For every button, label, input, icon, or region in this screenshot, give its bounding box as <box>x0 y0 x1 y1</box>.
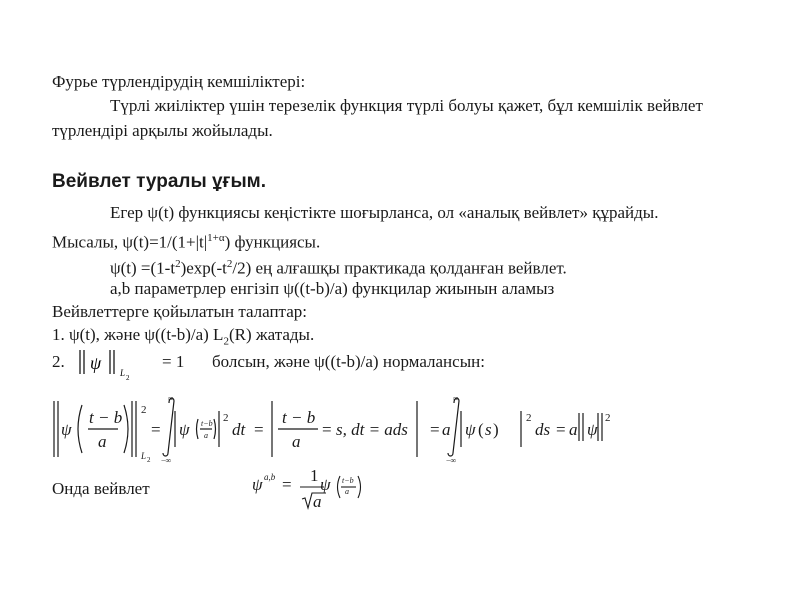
svg-text:1: 1 <box>310 466 319 485</box>
svg-text:2: 2 <box>526 412 532 424</box>
svg-text:2: 2 <box>223 412 229 424</box>
svg-text:=: = <box>282 475 292 494</box>
svg-text:t − b: t − b <box>282 408 316 427</box>
norm-psi-symbol <box>76 346 152 382</box>
requirement-2-number: 2. <box>52 352 65 371</box>
svg-text:−∞: −∞ <box>161 456 172 465</box>
svg-text:): ) <box>493 420 499 439</box>
svg-text:a: a <box>292 432 301 451</box>
svg-text:2: 2 <box>605 412 611 424</box>
svg-text:=: = <box>322 420 332 439</box>
example-line <box>52 228 320 253</box>
svg-text:t−b: t−b <box>342 476 354 485</box>
svg-text:2: 2 <box>141 404 147 416</box>
svg-text:L: L <box>120 368 126 378</box>
req1-subscript: 2 <box>223 335 229 348</box>
svg-text:dt: dt <box>232 420 246 439</box>
example-text-post: ) функциясы. <box>224 232 321 252</box>
mh-text-c: /2) ең алғашқы практикада қолданған вейвлет. <box>232 258 567 278</box>
svg-text:ψ: ψ <box>90 353 102 373</box>
svg-text:a: a <box>345 487 349 496</box>
requirement-2-text: болсын, және ψ((t-b)/a) нормалансын: <box>212 352 485 371</box>
mh-text-b: )exp(-t <box>180 258 227 278</box>
parameters-line: a,b параметрлер енгізіп ψ((t-b)/a) функцилар жиынын аламыз <box>110 279 555 298</box>
final-label: Онда вейвлет <box>52 479 150 498</box>
svg-text:s: s <box>485 420 492 439</box>
section-title: Фурье түрлендірудің кемшіліктері: <box>52 72 306 91</box>
svg-text:ψ: ψ <box>179 420 190 439</box>
svg-text:ψ: ψ <box>320 475 331 494</box>
req1-text-pre: 1. ψ(t), және ψ((t-b)/a) L <box>52 325 224 344</box>
svg-text:ψ: ψ <box>587 420 598 439</box>
svg-text:a: a <box>98 432 107 451</box>
svg-text:L: L <box>141 451 147 461</box>
svg-text:∞: ∞ <box>168 395 174 403</box>
svg-text:t − b: t − b <box>89 408 123 427</box>
svg-text:a: a <box>313 492 322 511</box>
paragraph-line-2: түрлендірі арқылы жойылады. <box>52 121 273 140</box>
paragraph-line-1: Түрлі жиіліктер үшін терезелік функция түрлі болуы қажет, бұл кемшілік вейвлет <box>110 96 703 115</box>
definition-line: Егер ψ(t) функциясы кеңістікте шоғырланса, ол «аналық вейвлет» құрайды. <box>110 203 659 222</box>
svg-text:2: 2 <box>147 456 151 464</box>
example-text-pre: Мысалы, ψ(t)=1/(1+|t| <box>52 232 208 252</box>
svg-text:ψ: ψ <box>252 475 263 494</box>
mh-sup-1: 2 <box>175 258 181 270</box>
svg-text:=: = <box>151 420 161 439</box>
svg-text:a: a <box>569 420 578 439</box>
mh-sup-2: 2 <box>226 258 233 270</box>
example-exponent: 1+α <box>207 232 225 244</box>
mh-text-a: ψ(t) =(1-t <box>110 258 176 278</box>
mexican-hat-line <box>110 254 567 279</box>
svg-text:a: a <box>442 420 451 439</box>
wavelet-family-formula <box>170 460 470 520</box>
norm-equals-one: = 1 <box>162 352 185 371</box>
svg-text:ds: ds <box>535 420 551 439</box>
svg-text:a,b: a,b <box>264 472 276 482</box>
wavelet-heading: Вейвлет туралы ұғым. <box>52 171 267 192</box>
svg-text:2: 2 <box>126 374 130 382</box>
svg-text:a: a <box>204 431 208 440</box>
svg-text:(: ( <box>478 420 484 439</box>
svg-text:t−b: t−b <box>201 419 213 428</box>
normalization-formula <box>52 395 612 465</box>
svg-text:=: = <box>556 420 566 439</box>
svg-text:∞: ∞ <box>453 395 459 403</box>
svg-text:−∞: −∞ <box>446 456 457 465</box>
svg-text:ψ: ψ <box>61 420 72 439</box>
svg-text:ψ: ψ <box>465 420 476 439</box>
req1-text-post: (R) жатады. <box>228 325 315 344</box>
requirements-title: Вейвлеттерге қойылатын талаптар: <box>52 302 307 321</box>
svg-text:s, dt = ads: s, dt = ads <box>336 420 408 439</box>
svg-text:=: = <box>430 420 440 439</box>
svg-text:=: = <box>254 420 264 439</box>
